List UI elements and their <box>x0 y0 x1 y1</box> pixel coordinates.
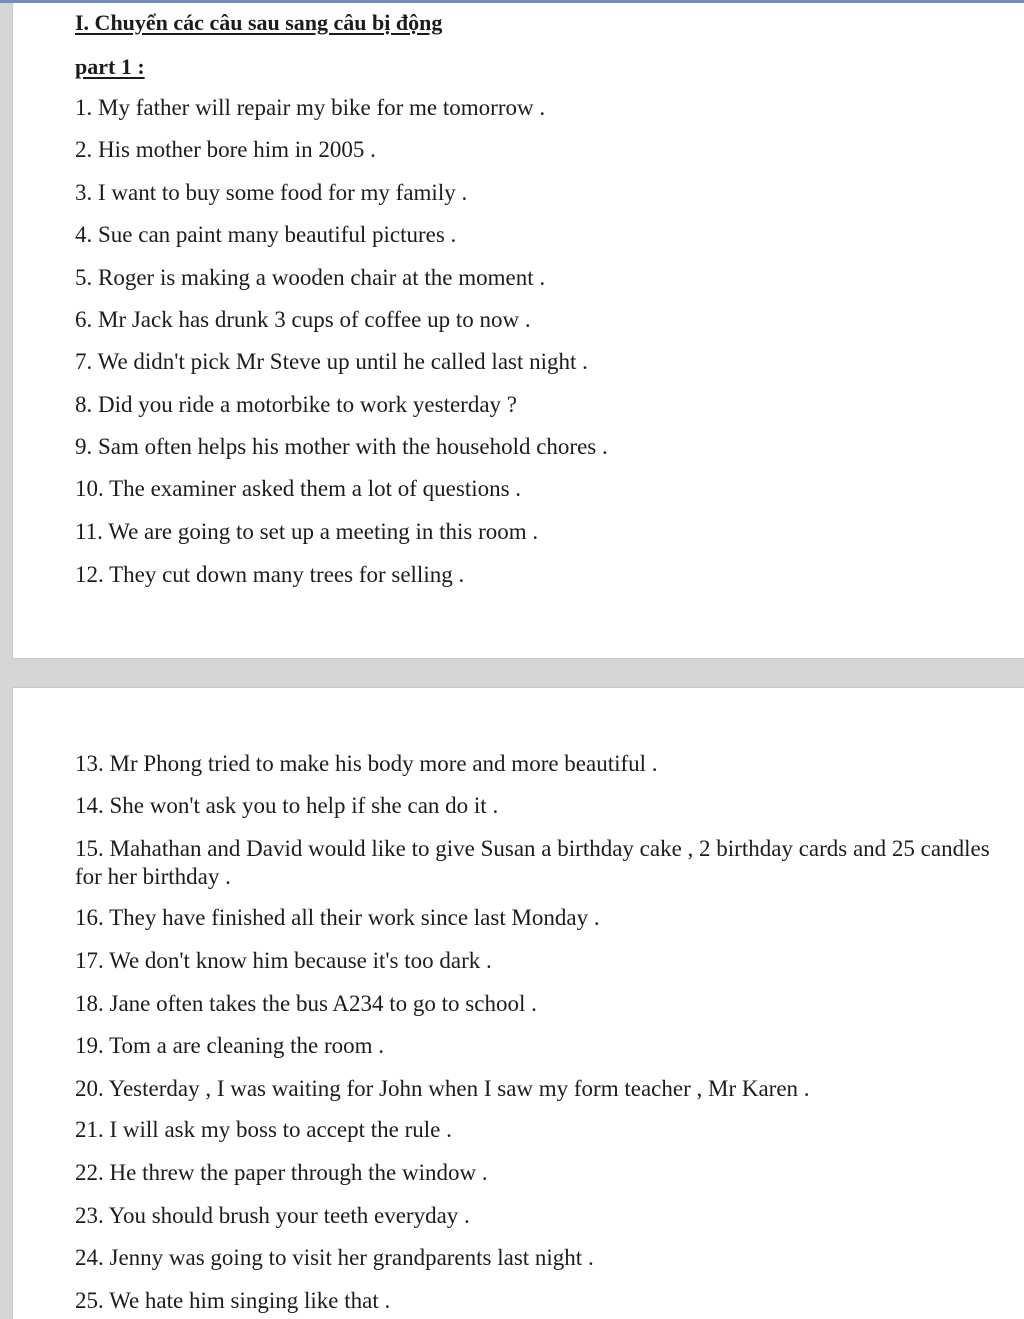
exercise-item: 15. Mahathan and David would like to give Susan a birthday cake , 2 birthday cards and 25 candles for her birthday . <box>75 836 990 889</box>
exercise-item: 3. I want to buy some food for my family . <box>75 180 468 205</box>
exercise-item: 25. We hate him singing like that . <box>75 1288 391 1313</box>
exercise-item: 13. Mr Phong tried to make his body more and more beautiful . <box>75 751 658 776</box>
document-page-2 <box>12 687 1024 1319</box>
exercise-item: 18. Jane often takes the bus A234 to go to school . <box>75 991 537 1016</box>
exercise-item: 11. We are going to set up a meeting in this room . <box>75 519 539 544</box>
exercise-item: 14. She won't ask you to help if she can do it . <box>75 793 499 818</box>
document-page-1 <box>12 3 1024 659</box>
exercise-item: 9. Sam often helps his mother with the household chores . <box>75 434 608 459</box>
exercise-item: 12. They cut down many trees for selling . <box>75 562 465 587</box>
exercise-item: 19. Tom a are cleaning the room . <box>75 1033 385 1058</box>
exercise-item: 23. You should brush your teeth everyday . <box>75 1203 470 1228</box>
exercise-heading: I. Chuyển các câu sau sang câu bị động <box>75 10 443 35</box>
exercise-item: 24. Jenny was going to visit her grandparents last night . <box>75 1245 594 1270</box>
exercise-item: 2. His mother bore him in 2005 . <box>75 137 376 162</box>
exercise-item: 8. Did you ride a motorbike to work yesterday ? <box>75 392 517 417</box>
part-label: part 1 : <box>75 54 145 79</box>
exercise-item: 4. Sue can paint many beautiful pictures . <box>75 222 457 247</box>
exercise-item: 1. My father will repair my bike for me tomorrow . <box>75 95 546 120</box>
exercise-item: 20. Yesterday , I was waiting for John when I saw my form teacher , Mr Karen . <box>75 1076 810 1101</box>
exercise-item: 10. The examiner asked them a lot of questions . <box>75 476 522 501</box>
exercise-item: 5. Roger is making a wooden chair at the moment . <box>75 265 546 290</box>
exercise-item: 22. He threw the paper through the window . <box>75 1160 488 1185</box>
exercise-item: 17. We don't know him because it's too dark . <box>75 948 492 973</box>
exercise-item: 7. We didn't pick Mr Steve up until he called last night . <box>75 349 588 374</box>
exercise-item: 21. I will ask my boss to accept the rule . <box>75 1117 452 1142</box>
exercise-item: 6. Mr Jack has drunk 3 cups of coffee up to now . <box>75 307 531 332</box>
exercise-item: 16. They have finished all their work since last Monday . <box>75 905 600 930</box>
